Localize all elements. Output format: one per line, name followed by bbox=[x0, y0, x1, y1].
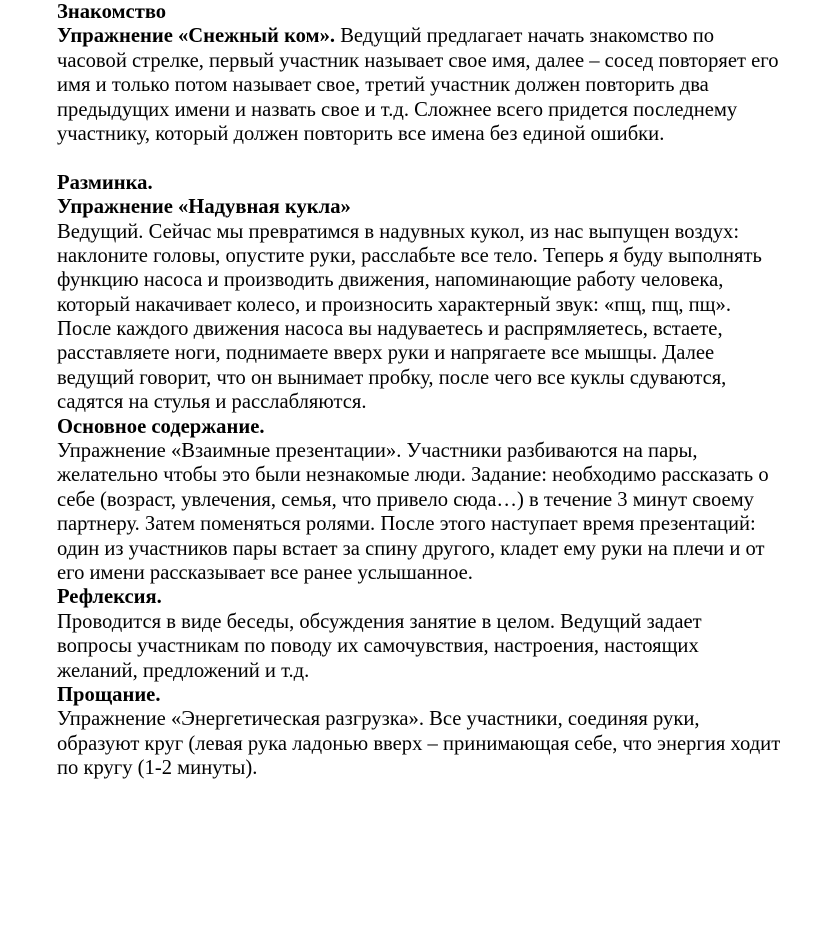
paragraph-line: Ведущий. Сейчас мы превратимся в надувных кукол, из нас выпущен воздух: bbox=[57, 220, 740, 243]
paragraph-line: желаний, предложений и т.д. bbox=[57, 659, 310, 682]
paragraph-line: часовой стрелке, первый участник называет свое имя, далее – сосед повторяет его bbox=[57, 49, 779, 72]
section-heading-reflection: Рефлексия. bbox=[57, 586, 162, 609]
paragraph-line: по кругу (1-2 минуты). bbox=[57, 757, 258, 780]
paragraph-line: наклоните головы, опустите руки, расслабьте все тело. Теперь я буду выполнять bbox=[57, 244, 762, 267]
section-heading-acquaintance: Знакомство bbox=[57, 1, 167, 23]
paragraph-line: который накачивает колесо, и произносить характерный звук: «пщ, пщ, пщ». bbox=[57, 293, 731, 316]
paragraph-line: садятся на стулья и расслабляются. bbox=[57, 391, 367, 414]
paragraph-line: участнику, который должен повторить все имена без единой ошибки. bbox=[57, 122, 665, 145]
paragraph-line: желательно чтобы это были незнакомые люди. Задание: необходимо рассказать о bbox=[57, 464, 769, 487]
paragraph-line: расставляете ноги, поднимаете вверх руки и напрягаете все мышцы. Далее bbox=[57, 342, 715, 365]
paragraph-line: Упражнение «Взаимные презентации». Участники разбиваются на пары, bbox=[57, 440, 698, 463]
blank-line bbox=[57, 146, 816, 170]
paragraph-line: образуют круг (левая рука ладонью вверх – принимающая себе, что энергия ходит bbox=[57, 732, 781, 755]
paragraph-line: предыдущих имени и назвать свое и т.д. Сложнее всего придется последнему bbox=[57, 98, 738, 121]
paragraph-line: его имени рассказывает все ранее услышанное. bbox=[57, 561, 473, 584]
paragraph-line: Упражнение «Снежный ком». Ведущий предлагает начать знакомство по bbox=[57, 25, 715, 48]
paragraph-line: один из участников пары встает за спину другого, кладет ему руки на плечи и от bbox=[57, 537, 765, 560]
paragraph-line: вопросы участникам по поводу их самочувствия, настроения, настоящих bbox=[57, 635, 699, 658]
section-heading-main-content: Основное содержание. bbox=[57, 415, 265, 438]
exercise-title-snowball: Упражнение «Снежный ком». bbox=[57, 25, 336, 48]
paragraph-line: После каждого движения насоса вы надуваетесь и распрямляетесь, встаете, bbox=[57, 318, 723, 341]
paragraph-line: Проводится в виде беседы, обсуждения занятие в целом. Ведущий задает bbox=[57, 610, 702, 633]
paragraph-line: имя и только потом называет свое, третий участник должен повторить два bbox=[57, 74, 709, 97]
document-page bbox=[57, 0, 816, 781]
exercise-title-inflatable-doll: Упражнение «Надувная кукла» bbox=[57, 196, 351, 219]
paragraph-line: Упражнение «Энергетическая разгрузка». Все участники, соединяя руки, bbox=[57, 708, 700, 731]
paragraph-line: функцию насоса и производить движения, напоминающие работу человека, bbox=[57, 269, 724, 292]
paragraph-line: партнеру. Затем поменяться ролями. После этого наступает время презентаций: bbox=[57, 513, 756, 536]
section-heading-warmup: Разминка. bbox=[57, 171, 153, 194]
section-heading-farewell: Прощание. bbox=[57, 683, 161, 706]
paragraph-line: ведущий говорит, что он вынимает пробку, после чего все куклы сдуваются, bbox=[57, 366, 727, 389]
paragraph-line: себе (возраст, увлечения, семья, что привело сюда…) в течение 3 минут своему bbox=[57, 488, 754, 511]
